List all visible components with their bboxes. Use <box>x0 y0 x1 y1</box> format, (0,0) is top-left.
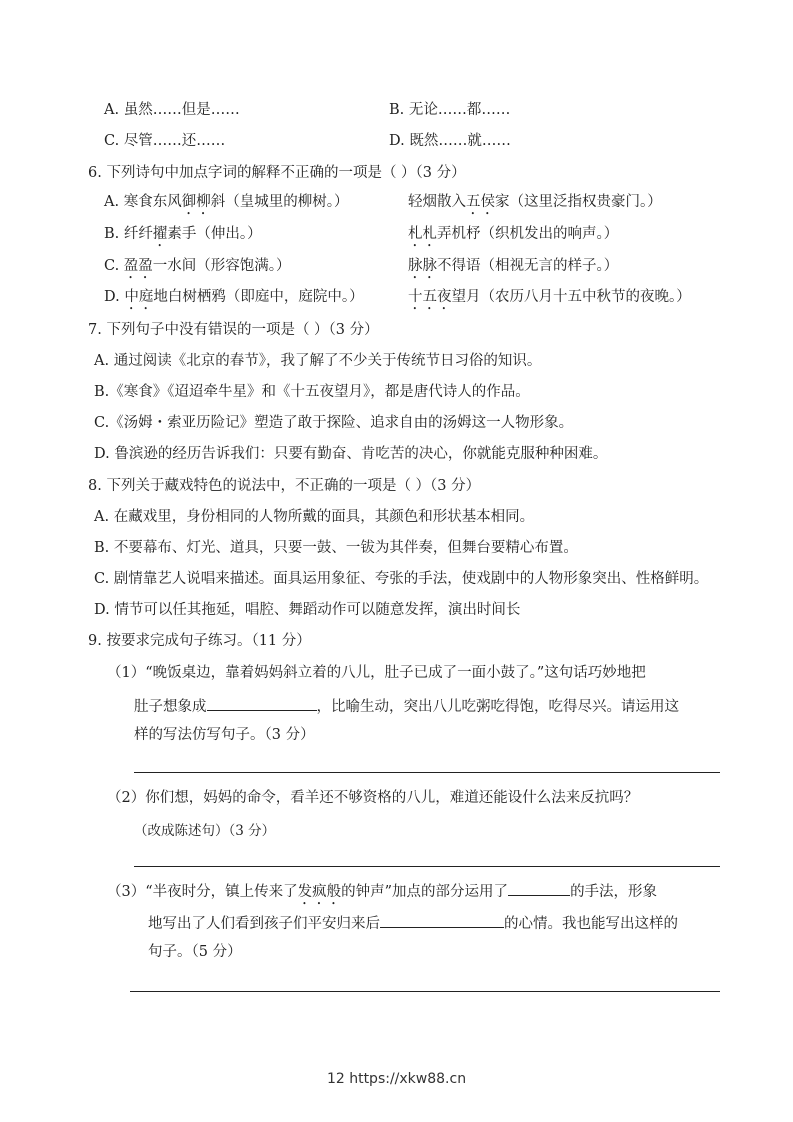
q6-c1-pre: C. <box>104 258 124 274</box>
q9-part3-text-d: 地写出了人们看到孩子们平安归来后 <box>148 916 380 932</box>
q8-option-d: D. 情节可以任其拖延，唱腔、舞蹈动作可以随意发挥，演出时间长 <box>94 602 521 618</box>
q9-part3-line2 <box>148 911 678 934</box>
q6-d2-post: 望月（农历八月十五中秋节的夜晚。） <box>451 289 691 305</box>
q8-option-c: C. 剧情靠艺人说唱来描述。面具运用象征、夸张的手法，使戏剧中的人物形象突出、性格鲜明。 <box>94 571 709 587</box>
q9-part1-answer-line[interactable] <box>134 772 720 773</box>
q6-option-d-right <box>408 287 691 313</box>
q9-part2-line1: （2）你们想，妈妈的命令，看羊还不够资格的八儿，难道还能设什么法来反抗吗？ <box>107 790 639 806</box>
q6-option-c-right <box>408 256 618 282</box>
q6-a2-dotted: 五侯 <box>466 194 495 210</box>
q9-part1-text-b: ，比喻生动，突出八儿吃粥吃得饱，吃得尽兴。请运用这 <box>316 699 679 715</box>
q6-a1-dotted: 御柳 <box>181 194 211 210</box>
q8-option-b: B. 不要幕布、灯光、道具，只要一鼓、一钹为其伴奏，但舞台要精心布置。 <box>94 540 578 556</box>
q9-part2-answer-line[interactable] <box>134 866 720 867</box>
q6-b1-pre: B. 纤纤 <box>104 226 153 242</box>
q9-part3-text-b: 的钟声”加点的部分运用了 <box>341 884 509 900</box>
q5-option-d: D. 既然……就…… <box>389 133 511 149</box>
q8-stem: 8. 下列关于藏戏特色的说法中，不正确的一项是（ ）（3 分） <box>88 478 481 494</box>
page-footer: 12 https://xkw88.cn <box>326 1071 467 1087</box>
q8-option-a: A. 在藏戏里，身份相同的人物所戴的面具，其颜色和形状基本相同。 <box>94 509 535 525</box>
q9-part3-line3: 句子。（5 分） <box>148 944 242 960</box>
q9-part3-text-e: 的心情。我也能写出这样的 <box>504 916 678 932</box>
q9-stem: 9. 按要求完成句子练习。（11 分） <box>88 633 311 649</box>
q5-option-b: B. 无论……都…… <box>389 102 511 118</box>
q9-part3-dotted: 发疯般 <box>297 884 342 900</box>
q6-stem: 6. 下列诗句中加点字词的解释不正确的一项是（ ）（3 分） <box>88 165 466 181</box>
q9-part3-line1 <box>107 879 657 908</box>
q7-option-a: A. 通过阅读《北京的春节》，我了解了不少关于传统节日习俗的知识。 <box>94 353 542 369</box>
q6-option-a-left <box>104 192 348 218</box>
q6-a2-pre: 轻烟散入 <box>408 194 466 210</box>
q9-part1-line3: 样的写法仿写句子。（3 分） <box>134 727 315 743</box>
q9-part3-fill-blank-2[interactable] <box>380 911 504 928</box>
q9-part3-fill-blank-1[interactable] <box>508 879 570 896</box>
q6-b1-dotted: 擢 <box>152 226 168 242</box>
q6-a2-post: 家（这里泛指权贵豪门。） <box>495 194 662 210</box>
q6-option-c-left <box>104 256 291 282</box>
q6-d1-pre: D. <box>104 289 125 305</box>
q6-b2-post: 弄机杼（织机发出的响声。） <box>437 226 619 242</box>
q6-c2-dotted: 脉脉 <box>408 258 437 274</box>
q9-part1-line1: （1）“晚饭桌边，靠着妈妈斜立着的八儿，肚子已成了一面小鼓了。”这句话巧妙地把 <box>107 665 646 681</box>
q9-part3-answer-line[interactable] <box>130 991 720 992</box>
q6-a1-pre: A. 寒食东风 <box>104 194 182 210</box>
q6-option-b-right <box>408 224 618 250</box>
q9-part1-text-a: 肚子想象成 <box>134 699 207 715</box>
q5-option-a: A. 虽然……但是…… <box>104 102 240 118</box>
q6-d2-dotted: 十五夜 <box>408 289 452 305</box>
q6-option-b-left <box>104 224 262 250</box>
q6-c2-post: 不得语（相视无言的样子。） <box>437 258 619 274</box>
q6-option-a-right <box>408 192 662 218</box>
q7-stem: 7. 下列句子中没有错误的一项是（ ）（3 分） <box>88 322 379 338</box>
q9-part1-line2 <box>134 694 679 717</box>
q6-d1-post: 地白树栖鸦（即庭中，庭院中。） <box>153 289 364 305</box>
q6-a1-post: 斜（皇城里的柳树。） <box>210 194 349 210</box>
q9-part3-text-c: 的手法，形象 <box>570 884 658 900</box>
q7-option-c: C.《汤姆・索亚历险记》塑造了敢于探险、追求自由的汤姆这一人物形象。 <box>94 415 574 431</box>
q7-option-d: D. 鲁滨逊的经历告诉我们：只要有勤奋、肯吃苦的决心，你就能克服种种困难。 <box>94 446 608 462</box>
q6-b2-dotted: 札札 <box>408 226 437 242</box>
q5-option-c: C. 尽管……还…… <box>104 133 226 149</box>
q6-d1-dotted: 中庭 <box>124 289 154 305</box>
q9-part3-text-a: （3）“半夜时分，镇上传来了 <box>107 884 298 900</box>
q6-b1-post: 素手（伸出。） <box>167 226 262 242</box>
q9-part2-line2: （改成陈述句）（3 分） <box>134 823 276 839</box>
q7-option-b: B.《寒食》《迢迢牵牛星》和《十五夜望月》，都是唐代诗人的作品。 <box>94 384 530 400</box>
q6-option-d-left <box>104 287 364 313</box>
q6-c1-dotted: 盈盈 <box>123 258 153 274</box>
q6-c1-post: 一水间（形容饱满。） <box>152 258 291 274</box>
q9-part1-fill-blank[interactable] <box>207 694 317 711</box>
